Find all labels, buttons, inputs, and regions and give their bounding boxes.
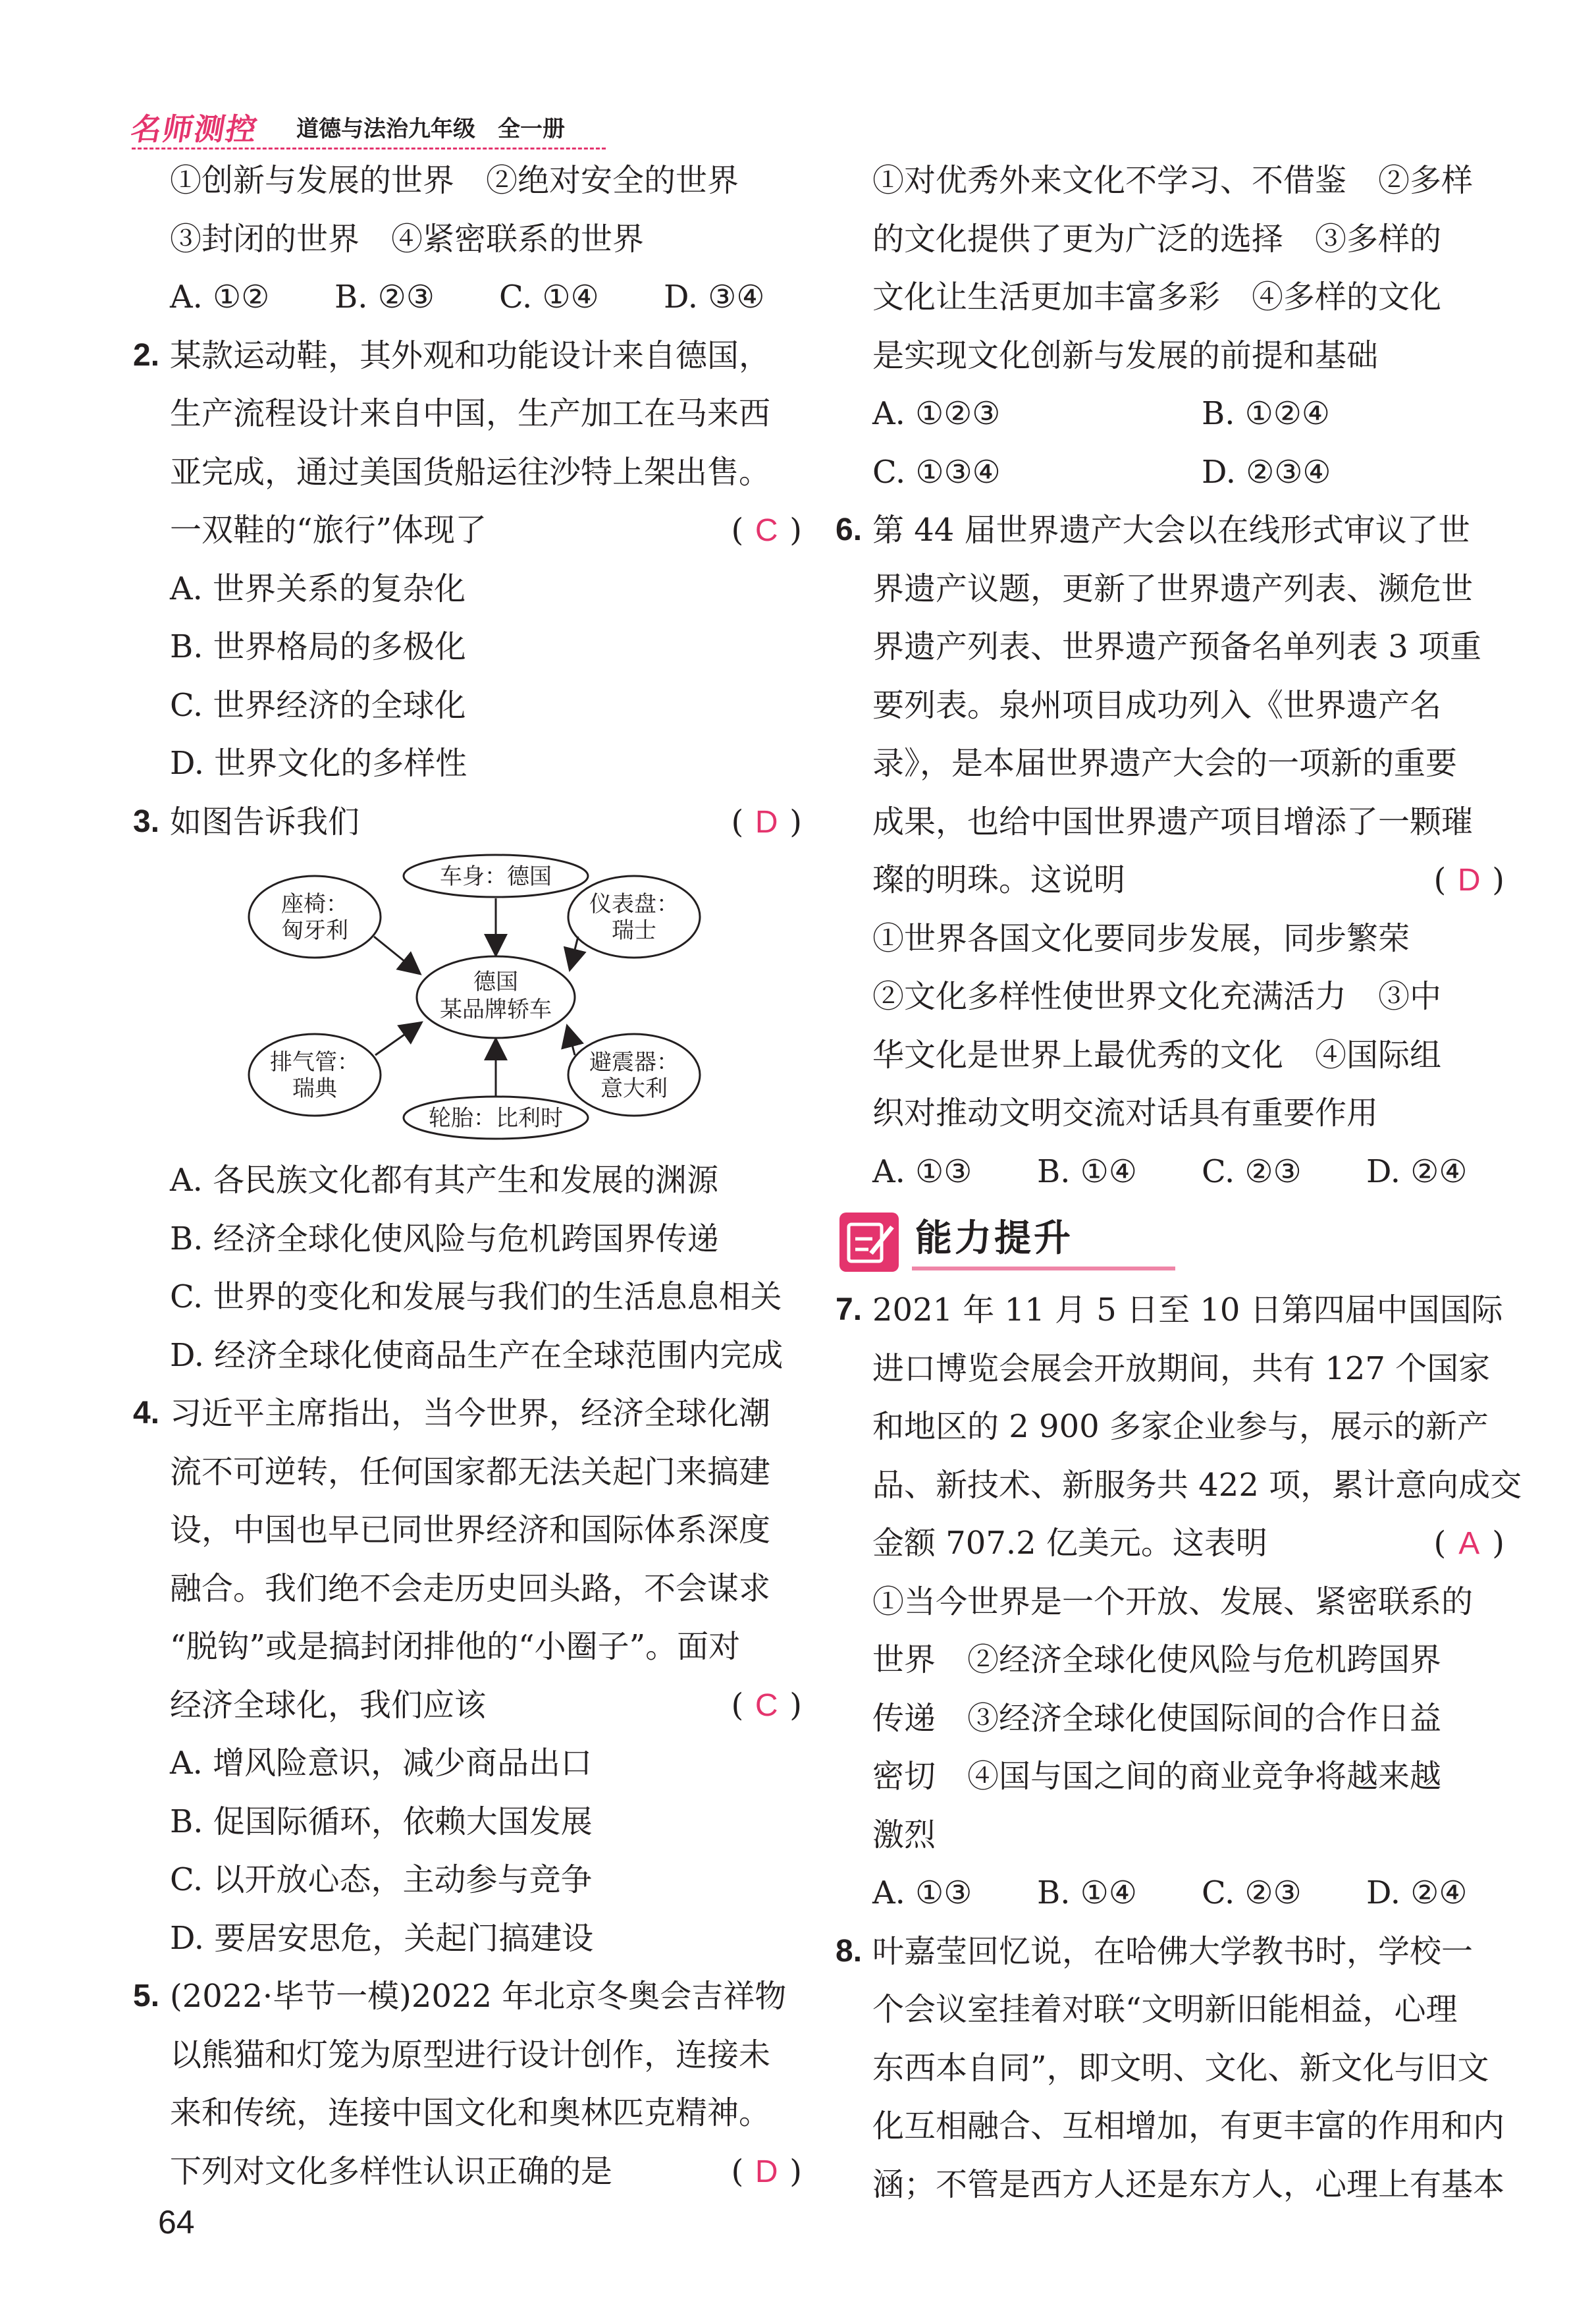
q3-stem-line — [133, 793, 802, 852]
car-parts-diagram — [170, 851, 802, 1151]
node-bottom-left-label: 瑞典 — [292, 1076, 337, 1102]
choice-b[interactable]: B. ①④ — [1037, 1153, 1137, 1190]
q8-stem-line: 化互相融合、互相增加，有更丰富的作用和内 — [872, 2108, 1505, 2144]
q2-text: 某款运动鞋，其外观和功能设计来自德国， — [170, 337, 771, 374]
q2-stem-line: 生产流程设计来自中国，生产加工在马来西 — [170, 395, 771, 432]
center-label: 某品牌轿车 — [440, 996, 552, 1023]
q4-stem-line: 融合。我们绝不会走历史回头路，不会谋求 — [170, 1569, 771, 1607]
book-subtitle: 道德与法治九年级 全一册 — [296, 116, 565, 142]
q4-text: 习近平主席指出，当今世界，经济全球化潮 — [170, 1395, 771, 1432]
header-divider — [132, 148, 606, 150]
pencil-icon — [839, 1213, 899, 1272]
node-bottom-right-label: 意大利 — [600, 1076, 668, 1102]
q5-option-line: 是实现文化创新与发展的前提和基础 — [872, 337, 1379, 374]
q4-text: 经济全球化，我们应该 — [170, 1686, 487, 1724]
choice-a[interactable]: A. ①③ — [872, 1874, 972, 1911]
q4-stem-line — [170, 1676, 802, 1735]
q6-stem-line: 成果，也给中国世界遗产项目增添了一颗璀 — [872, 803, 1474, 840]
answer-bracket: ( D ) — [732, 793, 802, 852]
section-title: 能力提升 — [915, 1217, 1073, 1260]
q6-stem-line — [836, 501, 1504, 560]
answer-bracket: ( D ) — [732, 2142, 802, 2202]
q5-choices — [872, 385, 1504, 443]
q7-stem-line — [872, 1514, 1504, 1573]
q6-stem-line: 界遗产列表、世界遗产预备名单列表 3 项重 — [872, 628, 1482, 665]
choice-c[interactable]: C. ①③④ — [872, 453, 1001, 491]
q5-option-line: ①对优秀外来文化不学习、不借鉴 ②多样 — [872, 162, 1474, 199]
answer-mark: C — [755, 1687, 778, 1723]
q4-stem-line: 流不可逆转，任何国家都无法关起门来搞建 — [170, 1453, 771, 1490]
q2-stem-line — [170, 501, 802, 560]
center-label: 德国 — [473, 969, 518, 995]
q6-option-line: ②文化多样性使世界文化充满活力 ③中 — [872, 978, 1442, 1015]
choice-b[interactable]: B. 经济全球化使风险与危机跨国界传递 — [170, 1220, 719, 1257]
q5-stem-line: 以熊猫和灯笼为原型进行设计创作，连接未 — [170, 2036, 771, 2073]
q7-stem-line: 进口博览会展会开放期间，共有 127 个国家 — [872, 1350, 1491, 1387]
q8-stem-line: 涵；不管是西方人还是东方人，心理上有基本 — [872, 2166, 1505, 2203]
right-column — [836, 151, 1522, 2214]
choice-a[interactable]: A. ①③ — [872, 1153, 972, 1190]
q5-choices — [872, 443, 1504, 502]
left-column — [133, 151, 802, 2200]
q2-stem-line — [133, 327, 802, 385]
q5-option-line: 的文化提供了更为广泛的选择 ③多样的 — [872, 220, 1442, 258]
choice-b[interactable]: B. 世界格局的多极化 — [170, 628, 466, 665]
q1-option-line: ①创新与发展的世界 ②绝对安全的世界 — [170, 162, 739, 199]
answer-mark: C — [755, 513, 778, 548]
q4-stem-line: 设，中国也早已同世界经济和国际体系深度 — [170, 1512, 771, 1548]
section-header — [839, 1206, 1504, 1278]
choice-a[interactable]: A. 增风险意识，减少商品出口 — [170, 1745, 593, 1782]
brand-logo: 名师测控 — [128, 111, 261, 147]
answer-bracket: ( A ) — [1434, 1514, 1504, 1573]
q6-text: 第 44 届世界遗产大会以在线形式审议了世 — [872, 512, 1470, 549]
q7-stem-line: 品、新技术、新服务共 422 项，累计意向成交 — [872, 1466, 1522, 1504]
q6-option-line: 织对推动文明交流对话具有重要作用 — [872, 1095, 1379, 1132]
question-number: 3. — [133, 804, 160, 839]
choice-d[interactable]: D. ②④ — [1366, 1153, 1468, 1190]
q7-option-line: 世界 ②经济全球化使风险与危机跨国界 — [872, 1641, 1442, 1678]
answer-mark: D — [755, 804, 778, 840]
choice-d[interactable]: D. ③④ — [664, 279, 765, 315]
choice-b[interactable]: B. ②③ — [334, 279, 435, 315]
q7-option-line: 激烈 — [872, 1816, 936, 1853]
choice-c[interactable]: C. 世界的变化和发展与我们的生活息息相关 — [170, 1278, 782, 1315]
diagram-svg — [170, 851, 802, 1151]
choice-d[interactable]: D. ②④ — [1366, 1874, 1468, 1911]
node-bottom-left-label: 排气管： — [270, 1049, 359, 1076]
choice-a[interactable]: A. 世界关系的复杂化 — [170, 570, 466, 607]
q4-stem-line — [133, 1384, 802, 1443]
question-number: 2. — [133, 337, 160, 373]
q6-stem-line: 要列表。泉州项目成功列入《世界遗产名 — [872, 686, 1442, 724]
choice-b[interactable]: B. 促国际循环，依赖大国发展 — [170, 1803, 593, 1840]
page-number: 64 — [158, 2204, 195, 2241]
question-number: 8. — [836, 1933, 863, 1969]
choice-c[interactable]: C. 世界经济的全球化 — [170, 686, 466, 724]
choice-a[interactable]: A. ①②③ — [872, 395, 1001, 432]
choice-c[interactable]: C. ②③ — [1202, 1153, 1302, 1190]
choice-c[interactable]: C. 以开放心态，主动参与竞争 — [170, 1861, 593, 1898]
q5-option-line: 文化让生活更加丰富多彩 ④多样的文化 — [872, 279, 1442, 315]
answer-bracket: ( C ) — [732, 501, 802, 560]
q6-stem-line: 录》，是本届世界遗产大会的一项新的重要 — [872, 745, 1458, 782]
q8-text: 叶嘉莹回忆说，在哈佛大学教书时，学校一 — [872, 1932, 1474, 1970]
q7-option-line: 密切 ④国与国之间的商业竞争将越来越 — [872, 1758, 1442, 1795]
q6-stem-line: 界遗产议题，更新了世界遗产列表、濒危世 — [872, 570, 1474, 607]
answer-mark: A — [1458, 1526, 1480, 1561]
section-underline — [912, 1267, 1175, 1270]
choice-b[interactable]: B. ①④ — [1037, 1874, 1137, 1911]
choice-d[interactable]: D. 经济全球化使商品生产在全球范围内完成 — [170, 1336, 784, 1374]
q7-choices — [872, 1864, 1504, 1923]
q6-option-line: 华文化是世界上最优秀的文化 ④国际组 — [872, 1036, 1442, 1074]
q5-text: (2022·毕节一模)2022 年北京冬奥会吉祥物 — [170, 1978, 787, 2015]
node-top-left-label: 匈牙利 — [281, 917, 348, 944]
question-number: 4. — [133, 1396, 160, 1431]
q1-choices — [170, 268, 802, 327]
answer-bracket: ( C ) — [732, 1676, 802, 1735]
q2-text: 一双鞋的“旅行”体现了 — [170, 512, 487, 549]
node-top-left-label: 座椅： — [281, 891, 348, 917]
q7-text: 金额 707.2 亿美元。这表明 — [872, 1525, 1267, 1562]
node-top-right-label: 瑞士 — [612, 917, 656, 944]
q7-option-line: 传递 ③经济全球化使国际间的合作日益 — [872, 1699, 1442, 1737]
q7-text: 2021 年 11 月 5 日至 10 日第四届中国国际 — [872, 1292, 1503, 1328]
node-top-label: 车身：德国 — [440, 863, 552, 890]
q5-stem-line: 来和传统，连接中国文化和奥林匹克精神。 — [170, 2094, 771, 2131]
choice-d[interactable]: D. 世界文化的多样性 — [170, 745, 467, 782]
choice-c[interactable]: C. ①④ — [499, 279, 599, 315]
answer-bracket: ( D ) — [1434, 851, 1504, 910]
page-header — [128, 105, 606, 151]
q7-stem-line: 和地区的 2 900 多家企业参与，展示的新产 — [872, 1408, 1489, 1445]
q6-text: 璨的明珠。这说明 — [872, 861, 1126, 898]
q6-stem-line — [872, 851, 1504, 910]
q8-stem-line: 个会议室挂着对联“文明新旧能相益，心理 — [872, 1991, 1458, 2028]
node-top-right-label: 仪表盘： — [589, 891, 679, 917]
q7-option-line: ①当今世界是一个开放、发展、紧密联系的 — [872, 1583, 1474, 1620]
node-bottom-label: 轮胎：比利时 — [429, 1105, 563, 1132]
question-number: 6. — [836, 512, 863, 547]
question-number: 5. — [133, 1978, 160, 2013]
q8-stem-line — [836, 1923, 1504, 1981]
q5-stem-line — [133, 1967, 802, 2026]
q6-choices — [872, 1143, 1504, 1201]
q8-stem-line: 东西本自同”，即文明、文化、新文化与旧文 — [872, 2049, 1489, 2087]
node-bottom-right-label: 避震器： — [589, 1049, 679, 1076]
choice-d[interactable]: D. 要居安思危，关起门搞建设 — [170, 1919, 594, 1957]
choice-c[interactable]: C. ②③ — [1202, 1874, 1302, 1911]
answer-mark: D — [1457, 863, 1481, 898]
choice-a[interactable]: A. 各民族文化都有其产生和发展的渊源 — [170, 1162, 719, 1199]
choice-b[interactable]: B. ①②④ — [1202, 395, 1330, 432]
question-number: 7. — [836, 1292, 863, 1327]
q4-stem-line: “脱钩”或是搞封闭排他的“小圈子”。面对 — [170, 1628, 741, 1665]
q6-option-line: ①世界各国文化要同步发展，同步繁荣 — [872, 919, 1410, 957]
q5-stem-line — [170, 2142, 802, 2201]
q3-text: 如图告诉我们 — [170, 803, 360, 840]
choice-d[interactable]: D. ②③④ — [1202, 453, 1331, 491]
q7-stem-line — [836, 1281, 1504, 1340]
choice-a[interactable]: A. ①② — [170, 279, 270, 315]
q1-option-line: ③封闭的世界 ④紧密联系的世界 — [170, 220, 645, 258]
q2-stem-line: 亚完成，通过美国货船运往沙特上架出售。 — [170, 453, 771, 491]
q5-text: 下列对文化多样性认识正确的是 — [170, 2152, 613, 2190]
answer-mark: D — [755, 2154, 778, 2189]
